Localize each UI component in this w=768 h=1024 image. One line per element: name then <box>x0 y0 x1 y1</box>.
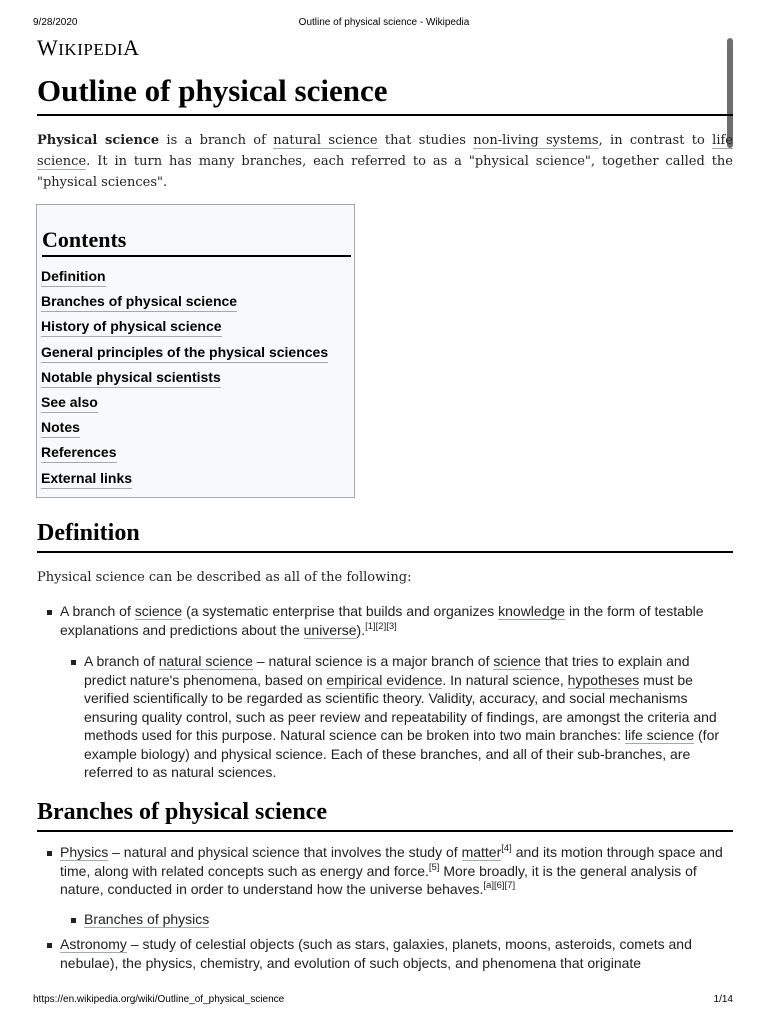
item-text: must be verified scientifically to be regarded as scientific theory. Validity, accuracy, and social mechanisms ensuring quality control, such as peer review and repeatability of findings, are amongst the criteria and methods used for this purpose. Natural science can be broken into two main branches: <box>84 671 717 743</box>
print-document-title: Outline of physical science - Wikipedia <box>298 17 470 28</box>
item-text: (a systematic enterprise that builds and organizes <box>182 603 499 619</box>
item-text: – study of celestial objects (such as stars, galaxies, planets, moons, asteroids, comets and nebulae), the physics, chemistry, and evolution of such objects, and phenomena that originate <box>60 936 692 971</box>
citation-refs[interactable]: [a][6][7] <box>483 880 516 891</box>
list-item-physics <box>60 843 732 899</box>
list-item-branches-of-physics <box>84 910 732 929</box>
intro-text: that studies <box>377 133 474 148</box>
item-text: in the form of testable explanations and predictions about the <box>60 603 704 638</box>
link-empirical-evidence[interactable]: empirical evidence <box>326 671 443 688</box>
wikipedia-wordmark[interactable] <box>37 35 140 61</box>
link-hypotheses[interactable]: hypotheses <box>567 671 640 688</box>
intro-paragraph <box>37 130 733 193</box>
wordmark-middle: IKIPEDI <box>58 40 124 59</box>
intro-bold-term: Physical science <box>37 133 160 148</box>
toc-item <box>41 442 328 467</box>
intro-text: , in contrast to <box>598 133 713 148</box>
link-science-2[interactable]: science <box>493 653 541 669</box>
link-non-living-systems[interactable]: non-living systems <box>473 133 599 148</box>
toc-link-branches[interactable]: Branches of physical science <box>41 291 237 312</box>
item-text: – natural science is a major branch of <box>252 653 494 669</box>
item-text: ). <box>356 621 366 638</box>
item-text: that tries to explain and predict nature's phenomena, based on <box>84 653 690 688</box>
citation-ref[interactable]: [5] <box>428 861 440 873</box>
toc-item <box>41 392 328 417</box>
intro-text: is a branch of <box>159 133 274 148</box>
toc-link-definition[interactable]: Definition <box>41 266 106 287</box>
item-text: A branch of <box>60 603 135 619</box>
toc-item <box>41 468 328 493</box>
footer-url: https://en.wikipedia.org/wiki/Outline_of_physical_science <box>33 994 285 1005</box>
toc-item <box>41 266 328 291</box>
toc-item <box>41 291 328 316</box>
item-text: A branch of <box>84 653 159 669</box>
link-astronomy[interactable]: Astronomy <box>60 936 127 952</box>
print-date: 9/28/2020 <box>33 17 78 28</box>
link-branches-of-physics[interactable]: Branches of physics <box>84 911 210 927</box>
toc-link-notes[interactable]: Notes <box>41 417 80 438</box>
toc-link-general-principles[interactable]: General principles of the physical sciences <box>41 342 328 363</box>
toc-link-see-also[interactable]: See also <box>41 392 98 413</box>
link-science[interactable]: science <box>134 603 183 619</box>
link-natural-science-2[interactable]: natural science <box>158 653 253 669</box>
print-header <box>33 17 735 31</box>
page-title: Outline of physical science <box>37 70 733 116</box>
wordmark-final: A <box>123 35 140 60</box>
list-item-branch-of-science <box>60 602 732 639</box>
link-life-science[interactable]: life science <box>37 133 733 169</box>
heading-definition: Definition <box>37 517 733 553</box>
item-text: . In natural science, <box>442 671 568 688</box>
item-text: and its motion through space and time, along with related concepts such as energy and force. <box>60 844 723 879</box>
toc-title: Contents <box>42 225 351 257</box>
toc-link-history[interactable]: History of physical science <box>41 316 222 337</box>
item-text: – natural and physical science that involves the study of <box>108 844 462 860</box>
toc-link-external-links[interactable]: External links <box>41 468 132 489</box>
link-physics[interactable]: Physics <box>60 844 109 860</box>
list-item-branch-of-natural-science <box>84 652 732 782</box>
item-text: (for example biology) and physical science. Each of these branches, and all of their sub-branches, are referred to as natural sciences. <box>84 727 720 780</box>
link-natural-science[interactable]: natural science <box>273 133 378 148</box>
citation-refs[interactable]: [1][2][3] <box>365 620 397 632</box>
toc-item <box>41 417 328 442</box>
toc-link-notable-scientists[interactable]: Notable physical scientists <box>41 367 221 388</box>
wordmark-initial: W <box>37 35 59 60</box>
toc-item <box>41 316 328 341</box>
intro-text: . It in turn has many branches, each referred to as a "physical science", together called the "physical sciences". <box>37 154 733 190</box>
link-life-science-2[interactable]: life science <box>624 727 695 743</box>
link-knowledge[interactable]: knowledge <box>498 603 566 619</box>
list-item-astronomy <box>60 935 732 972</box>
link-matter[interactable]: matter <box>461 844 502 860</box>
heading-branches: Branches of physical science <box>37 796 733 832</box>
link-universe[interactable]: universe <box>303 621 357 638</box>
toc-list <box>41 266 328 493</box>
page-number: 1/14 <box>713 994 733 1005</box>
definition-lead: Physical science can be described as all of the following: <box>37 570 412 585</box>
toc-item <box>41 342 328 367</box>
toc-item <box>41 367 328 392</box>
citation-ref[interactable]: [4] <box>501 843 512 854</box>
item-text: More broadly, it is the general analysis of nature, conducted in order to understand how the universe behaves. <box>60 862 697 897</box>
toc-link-references[interactable]: References <box>41 442 117 463</box>
